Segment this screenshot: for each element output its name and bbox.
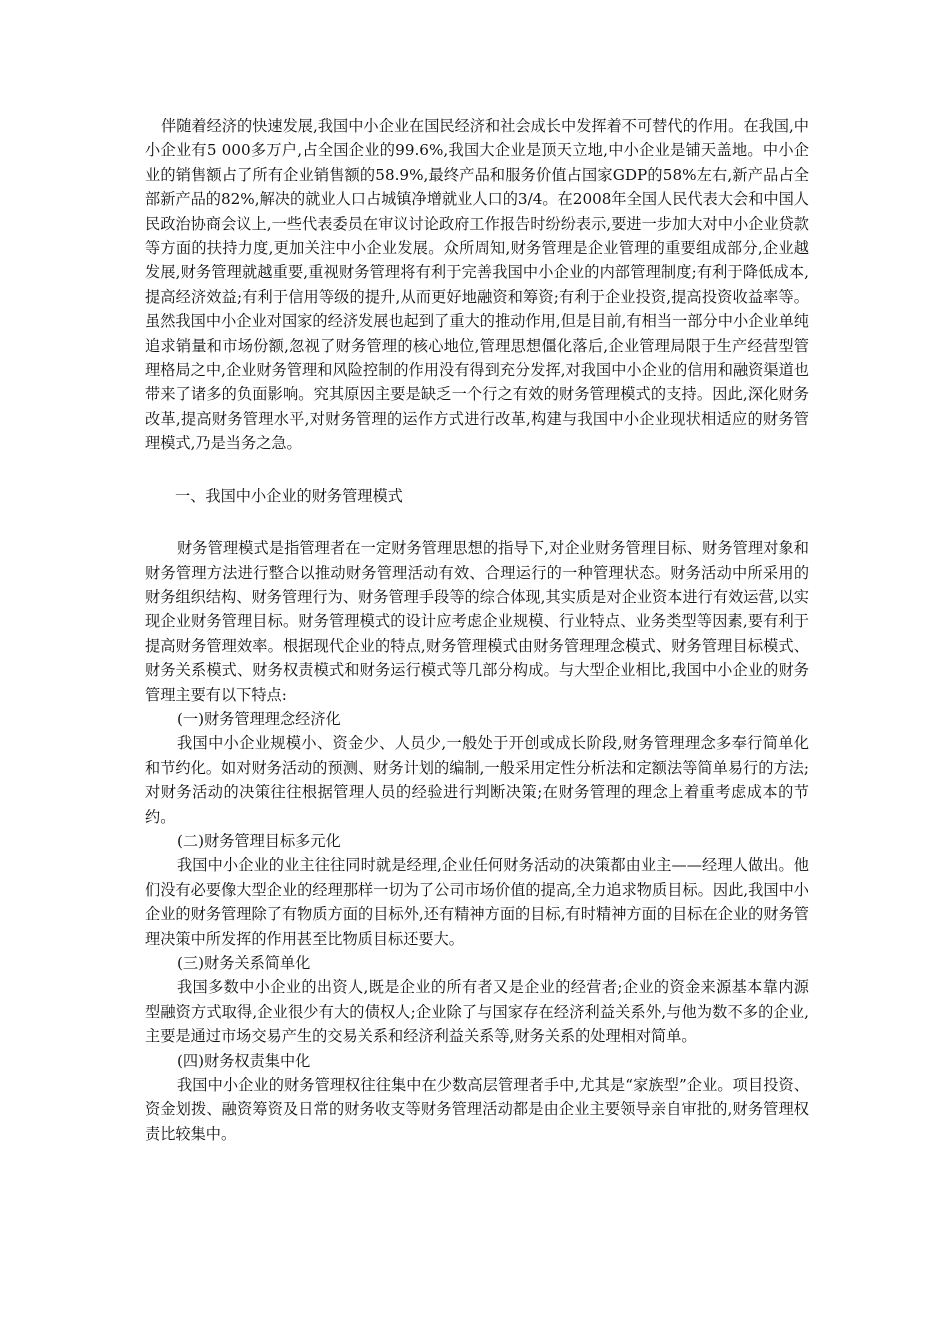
subsection-heading-2: (二)财务管理目标多元化: [177, 831, 341, 850]
subsection-2-paragraph: 我国中小企业的业主往往同时就是经理,企业任何财务活动的决策都由业主——经理人做出。他们没有必要像大型企业的经理那样一切为了公司市场价值的提高,全力追求物质目标。因此,我国中小企业的财务管理除了有物质方面的目标外,还有精神方面的目标,有时精神方面的目标在企业的财务管理决策中所发挥的作用甚至比物质目标还要大。: [145, 856, 809, 948]
spacer: [145, 508, 809, 536]
subsection-4-paragraph: 我国中小企业的财务管理权往往集中在少数高层管理者手中,尤其是“家族型”企业。项目投资、资金划拨、融资筹资及日常的财务收支等财务管理活动都是由企业主要领导亲自审批的,财务管理权责比较集中。: [145, 1076, 809, 1143]
subsection-heading-3: (三)财务关系简单化: [177, 954, 311, 972]
subsection-heading-1: (一)财务管理理念经济化: [177, 709, 341, 728]
intro-paragraph: 伴随着经济的快速发展,我国中小企业在国民经济和社会成长中发挥着不可替代的作用。在我国,中小企业有5 000多万户,占全国企业的99.6%,我国大企业是顶天立地,中小企业是铺天盖地。中小企业的销售额占了所有企业销售额的58.9%,最终产品和服务价值占国家GDP的58%左右,新产品占全部新产品的82%,解决的就业人口占城镇净增就业人口的3/4。在2008年全国人民代表大会和中国人民政治协商会议上,一些代表委员在审议讨论政府工作报告时纷纷表示,要进一步加大对中小企业贷款等方面的扶持力度,更加关注中小企业发展。众所周知,财务管理是企业管理的重要组成部分,企业越发展,财务管理就越重要,重视财务管理将有利于完善我国中小企业的内部管理制度;有利于降低成本,提高经济效益;有利于信用等级的提升,从而更好地融资和筹资;有利于企业投资,提高投资收益率等。虽然我国中小企业对国家的经济发展也起到了重大的推动作用,但是目前,有相当一部分中小企业单纯追求销量和市场份额,忽视了财务管理的核心地位,管理思想僵化落后,企业管理局限于生产经营型管理格局之中,企业财务管理和风险控制的作用没有得到充分发挥,对我国中小企业的信用和融资渠道也带来了诸多的负面影响。究其原因主要是缺乏一个行之有效的财务管理模式的支持。因此,深化财务改革,提高财务管理水平,对财务管理的运作方式进行改革,构建与我国中小企业现状相适应的财务管理模式,乃是当务之急。: [145, 117, 809, 453]
section-1-paragraph: 财务管理模式是指管理者在一定财务管理思想的指导下,对企业财务管理目标、财务管理对象和财务管理方法进行整合以推动财务管理活动有效、合理运行的一种管理状态。财务活动中所采用的财务组织结构、财务管理行为、财务管理手段等的综合体现,其实质是对企业资本进行有效运营,以实现企业财务管理目标。财务管理模式的设计应考虑企业规模、行业特点、业务类型等因素,要有利于提高财务管理效率。根据现代企业的特点,财务管理模式由财务管理理念模式、财务管理目标模式、财务关系模式、财务权责模式和财务运行模式等几部分构成。与大型企业相比,我国中小企业的财务管理主要有以下特点:: [145, 539, 809, 704]
document-body: [145, 114, 809, 1146]
spacer: [145, 456, 809, 484]
subsection-heading-4: (四)财务权责集中化: [177, 1051, 311, 1070]
subsection-1-paragraph: 我国中小企业规模小、资金少、人员少,一般处于开创或成长阶段,财务管理理念多奉行简单化和节约化。如对财务活动的预测、财务计划的编制,一般采用定性分析法和定额法等简单易行的方法;对财务活动的决策往往根据管理人员的经验进行判断决策;在财务管理的理念上着重考虑成本的节约。: [145, 734, 809, 826]
subsection-3-paragraph: 我国多数中小企业的出资人,既是企业的所有者又是企业的经营者;企业的资金来源基本靠内源型融资方式取得,企业很少有大的债权人;企业除了与国家存在经济利益关系外,与他为数不多的企业,主要是通过市场交易产生的交易关系和经济利益关系等,财务关系的处理相对简单。: [145, 978, 809, 1046]
section-heading-1: 一、我国中小企业的财务管理模式: [175, 486, 403, 505]
